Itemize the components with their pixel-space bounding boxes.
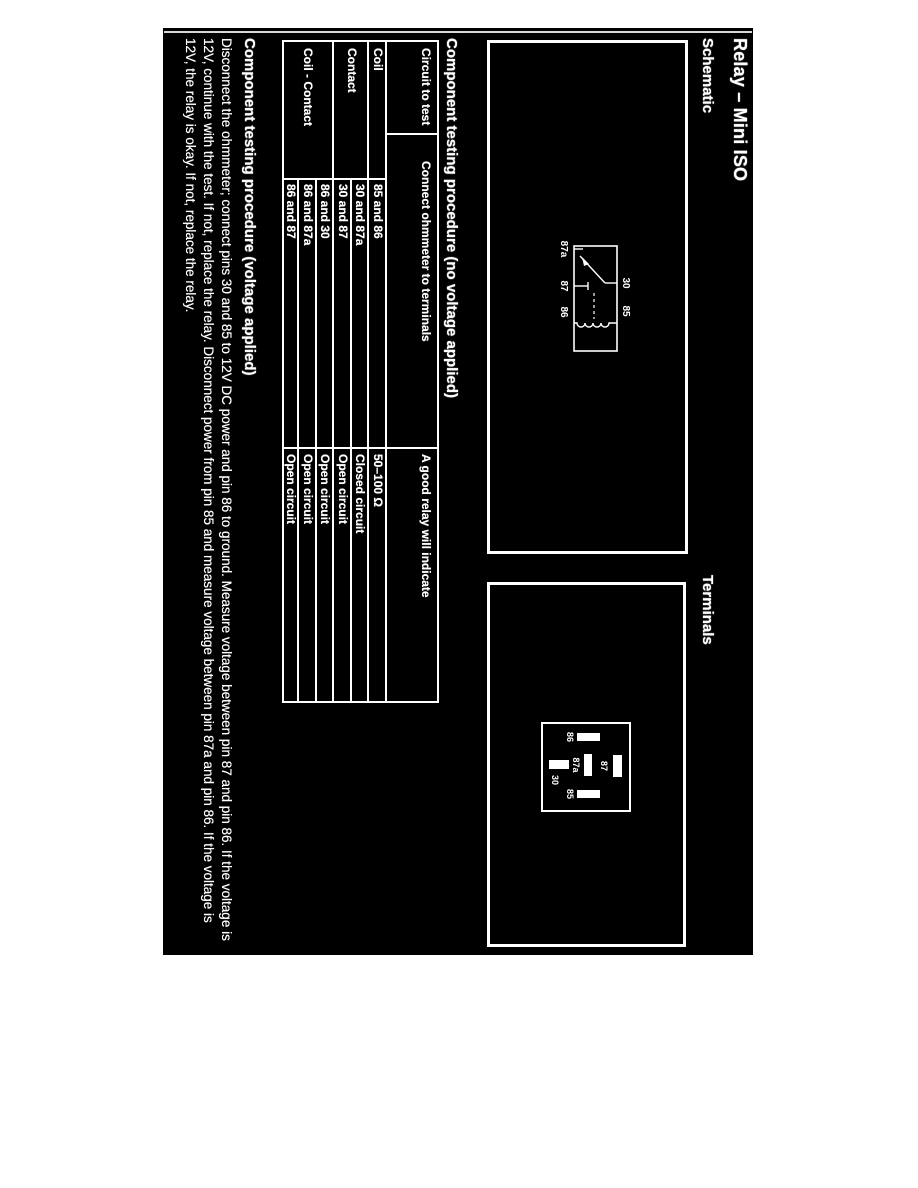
scan-edge-line	[164, 31, 752, 33]
group-cell-contact: Contact	[345, 48, 359, 93]
relay-schematic-drawing	[490, 43, 685, 551]
terminal-pad-87	[613, 755, 622, 777]
page-title: Relay – Mini ISO	[730, 38, 750, 182]
table-border-left	[282, 40, 439, 42]
terminal-label-85: 85	[565, 788, 575, 800]
table-row-result: Open circuit	[336, 454, 350, 525]
terminals-section-label: Terminals	[699, 575, 716, 645]
header-row-separator	[385, 40, 387, 703]
table-row-pins: 86 and 30	[318, 184, 332, 239]
column-header-connect-ohmmeter: Connect ohmmeter to terminals	[419, 161, 433, 342]
row-separator-coil-contact	[367, 40, 369, 703]
table-row-result: Closed circuit	[353, 454, 367, 534]
table-row-result: 50–100 Ω	[371, 454, 385, 507]
schematic-pin-87-label: 87	[558, 280, 569, 292]
schematic-section-label: Schematic	[699, 38, 716, 114]
row-separator	[350, 178, 352, 703]
group-cell-coil: Coil	[371, 48, 385, 71]
schematic-figure-box	[487, 40, 688, 554]
row-separator-contact-coilcontact	[332, 40, 334, 703]
col3-separator	[282, 447, 439, 449]
schematic-pin-85-label: 85	[620, 305, 631, 317]
schematic-pin-30-label: 30	[620, 277, 631, 289]
no-voltage-procedure-heading: Component testing procedure (no voltage applied)	[443, 38, 460, 399]
terminals-figure-box	[487, 582, 686, 947]
table-border-bottom	[282, 40, 284, 703]
terminal-label-30: 30	[550, 775, 560, 786]
table-row-pins: 86 and 87	[284, 184, 298, 239]
table-row-pins: 30 and 87a	[353, 184, 367, 246]
table-row-result: Open circuit	[284, 454, 298, 525]
relay-test-table	[282, 40, 439, 703]
table-row-pins: 30 and 87	[336, 184, 350, 239]
relay-terminals-drawing	[490, 585, 683, 944]
table-row-pins: 85 and 86	[371, 184, 385, 239]
terminal-pad-87a	[584, 754, 592, 776]
table-row-result: Open circuit	[301, 454, 315, 525]
coil-symbol	[574, 323, 617, 327]
terminal-pad-30	[549, 760, 569, 769]
table-border-top	[437, 40, 439, 703]
terminal-label-86: 86	[565, 731, 575, 743]
header-col1-separator	[385, 133, 439, 135]
table-row-result: Open circuit	[318, 454, 332, 525]
voltage-procedure-text: Disconnect the ohmmeter; connect pins 30 and 85 to 12V DC power and pin 86 to ground. Measure voltage between pin 87 and pin 86. If the voltage is 12V, continue with the test. If not, replace the relay. Disconnect power from pin 85 and measure voltage between pin 87a and pin 86. If the voltage is 12V, the relay is okay. If not, replace the relay.	[183, 38, 234, 941]
relay-body-outline	[574, 246, 617, 351]
terminal-label-87a: 87a	[571, 757, 581, 773]
column-header-circuit: Circuit to test	[419, 48, 433, 126]
table-border-right	[282, 701, 439, 703]
row-separator	[297, 178, 299, 703]
row-separator	[315, 178, 317, 703]
schematic-pin-86-label: 86	[558, 306, 569, 318]
voltage-procedure-heading: Component testing procedure (voltage applied)	[241, 38, 258, 376]
group-cell-coil-contact: Coil - Contact	[301, 48, 315, 126]
terminal-pad-86	[577, 733, 600, 741]
column-header-good-relay: A good relay will indicate	[419, 454, 433, 598]
terminal-pad-85	[577, 790, 600, 798]
table-row-pins: 86 and 87a	[301, 184, 315, 246]
schematic-pin-87a-label: 87a	[558, 240, 569, 258]
terminal-label-87: 87	[599, 760, 609, 772]
